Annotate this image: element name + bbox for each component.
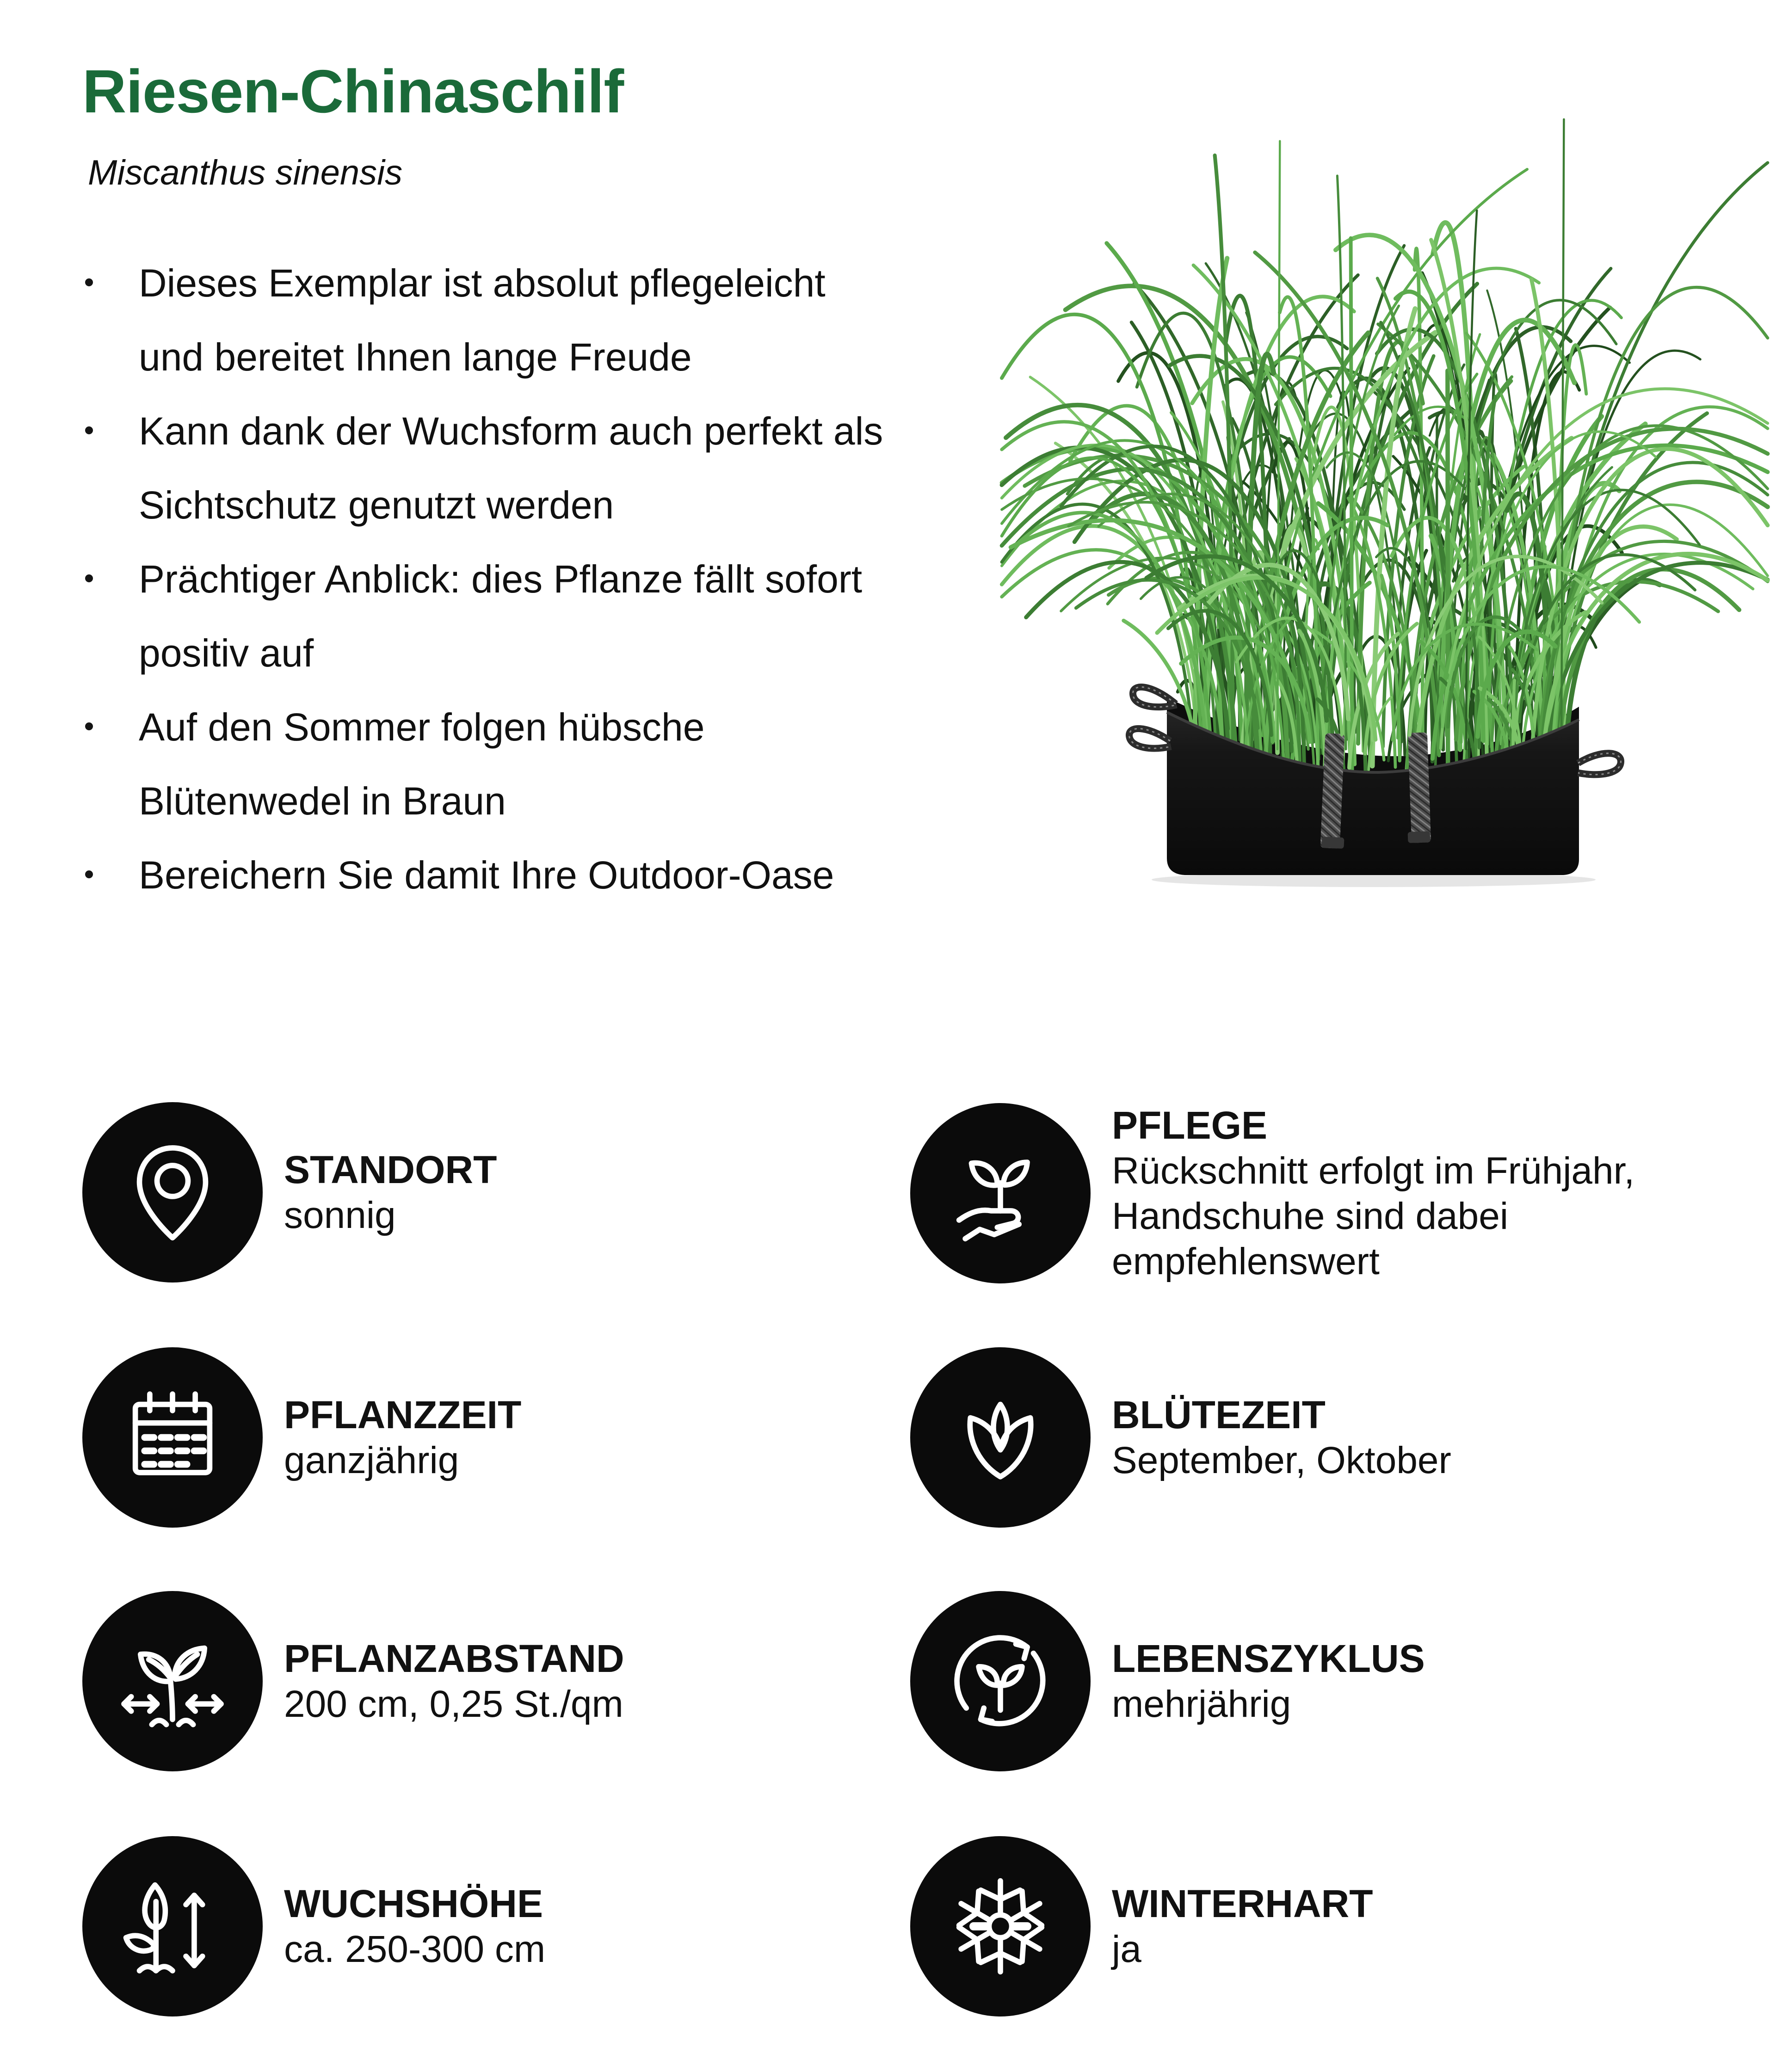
attribute-value: Rückschnitt erfolgt im Frühjahr, Handschuhe sind dabei empfehlenswert bbox=[1112, 1150, 1635, 1283]
page-title: Riesen-Chinaschilf bbox=[82, 57, 624, 125]
snowflake-icon bbox=[910, 1836, 1091, 2016]
attribute-label: PFLANZZEIT bbox=[284, 1393, 522, 1437]
attribute-item-wuchshoehe bbox=[82, 1836, 545, 2016]
attribute-label: PFLANZABSTAND bbox=[284, 1637, 624, 1680]
attribute-item-bluetezeit bbox=[910, 1347, 1451, 1528]
attribute-value: ca. 250-300 cm bbox=[284, 1928, 546, 1970]
calendar-icon bbox=[82, 1347, 263, 1528]
attribute-label: BLÜTEZEIT bbox=[1112, 1393, 1326, 1437]
attribute-label: LEBENSZYKLUS bbox=[1112, 1637, 1425, 1680]
attribute-item-standort bbox=[82, 1102, 497, 1283]
botanical-name: Miscanthus sinensis bbox=[88, 153, 403, 192]
highlight-item: Dieses Exemplar ist absolut pflegeleicht und bereitet Ihnen lange Freude bbox=[80, 246, 894, 394]
attribute-item-pflege bbox=[910, 1102, 1759, 1284]
highlight-item: Prächtiger Anblick: dies Pflanze fällt sofort positiv auf bbox=[80, 542, 894, 690]
lifecycle-icon bbox=[910, 1591, 1091, 1771]
location-pin-icon bbox=[82, 1102, 263, 1283]
attribute-item-lebenszyklus bbox=[910, 1591, 1425, 1771]
highlights-list bbox=[80, 246, 894, 912]
product-photo bbox=[994, 116, 1776, 925]
flower-icon bbox=[910, 1347, 1091, 1528]
hand-plant-icon bbox=[910, 1103, 1091, 1283]
attribute-label: STANDORT bbox=[284, 1148, 497, 1191]
attribute-label: WINTERHART bbox=[1112, 1882, 1373, 1925]
attribute-value: ja bbox=[1112, 1928, 1141, 1970]
attribute-value: 200 cm, 0,25 St./qm bbox=[284, 1683, 623, 1725]
grass-mid-layer bbox=[1002, 119, 1768, 777]
attribute-item-pflanzzeit bbox=[82, 1347, 521, 1528]
attribute-label: PFLEGE bbox=[1112, 1104, 1268, 1147]
grass-plant-illustration bbox=[994, 116, 1776, 925]
attribute-item-pflanzabstand bbox=[82, 1591, 624, 1771]
growth-height-icon bbox=[82, 1836, 263, 2016]
attribute-label: WUCHSHÖHE bbox=[284, 1882, 543, 1925]
attribute-value: September, Oktober bbox=[1112, 1439, 1451, 1481]
attribute-value: ganzjährig bbox=[284, 1439, 459, 1481]
attribute-item-winterhart bbox=[910, 1836, 1373, 2016]
highlight-item: Kann dank der Wuchsform auch perfekt als Sichtschutz genutzt werden bbox=[80, 394, 894, 542]
plant-spacing-icon bbox=[82, 1591, 263, 1771]
highlight-item: Auf den Sommer folgen hübsche Blütenwedel in Braun bbox=[80, 690, 894, 838]
attribute-value: mehrjährig bbox=[1112, 1683, 1291, 1725]
highlight-item: Bereichern Sie damit Ihre Outdoor-Oase bbox=[80, 838, 894, 912]
attribute-value: sonnig bbox=[284, 1194, 396, 1236]
